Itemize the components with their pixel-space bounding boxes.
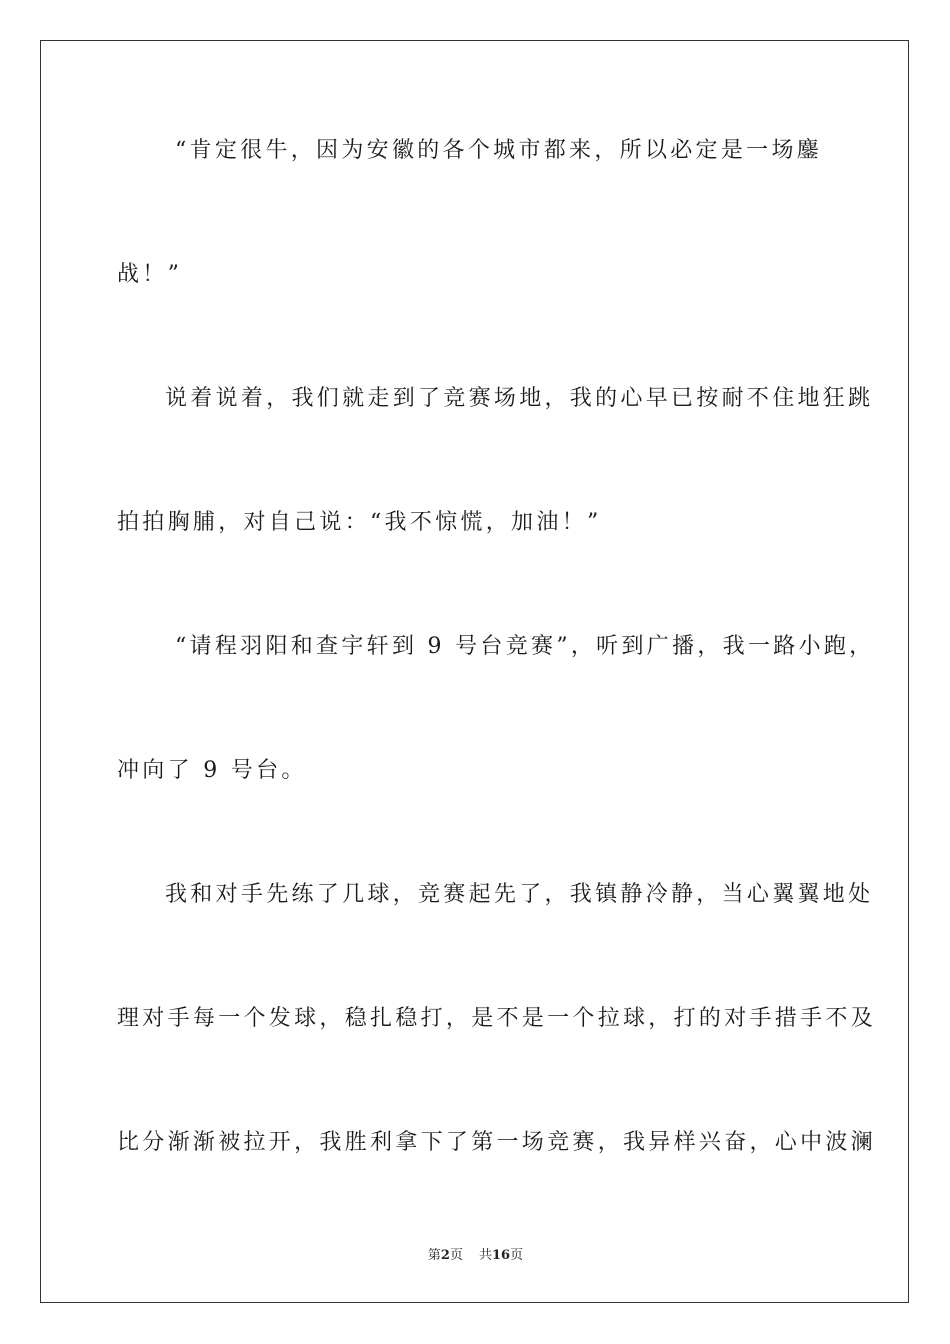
total-prefix: 共 bbox=[478, 1248, 492, 1263]
paragraph-line-3: 说着说着，我们就走到了竞赛场地，我的心早已按耐不住地狂跳 bbox=[165, 386, 874, 411]
page-prefix: 第 bbox=[427, 1248, 441, 1263]
paragraph-line-8: 理对手每一个发球，稳扎稳打，是不是一个拉球，打的对手措手不及 bbox=[117, 1006, 877, 1031]
paragraph-line-1: “肯定很牛，因为安徽的各个城市都来，所以必定是一场鏖 bbox=[175, 138, 823, 163]
paragraph-line-5: “请程羽阳和查宇轩到 9 号台竞赛”，听到广播，我一路小跑， bbox=[175, 634, 875, 659]
document-page bbox=[40, 40, 909, 1303]
page-footer bbox=[41, 1244, 910, 1263]
paragraph-line-9: 比分渐渐被拉开，我胜利拿下了第一场竞赛，我异样兴奋，心中波澜 bbox=[117, 1130, 877, 1155]
page-number: 2 bbox=[440, 1248, 450, 1263]
page-suffix: 页 bbox=[449, 1248, 463, 1263]
total-suffix: 页 bbox=[510, 1248, 524, 1263]
total-pages: 16 bbox=[491, 1248, 511, 1263]
paragraph-line-6: 冲向了 9 号台。 bbox=[117, 758, 307, 783]
paragraph-line-4: 拍拍胸脯，对自己说：“我不惊慌，加油！” bbox=[117, 510, 602, 535]
paragraph-line-2: 战！” bbox=[117, 262, 183, 287]
paragraph-line-7: 我和对手先练了几球，竞赛起先了，我镇静冷静，当心翼翼地处 bbox=[165, 882, 874, 907]
